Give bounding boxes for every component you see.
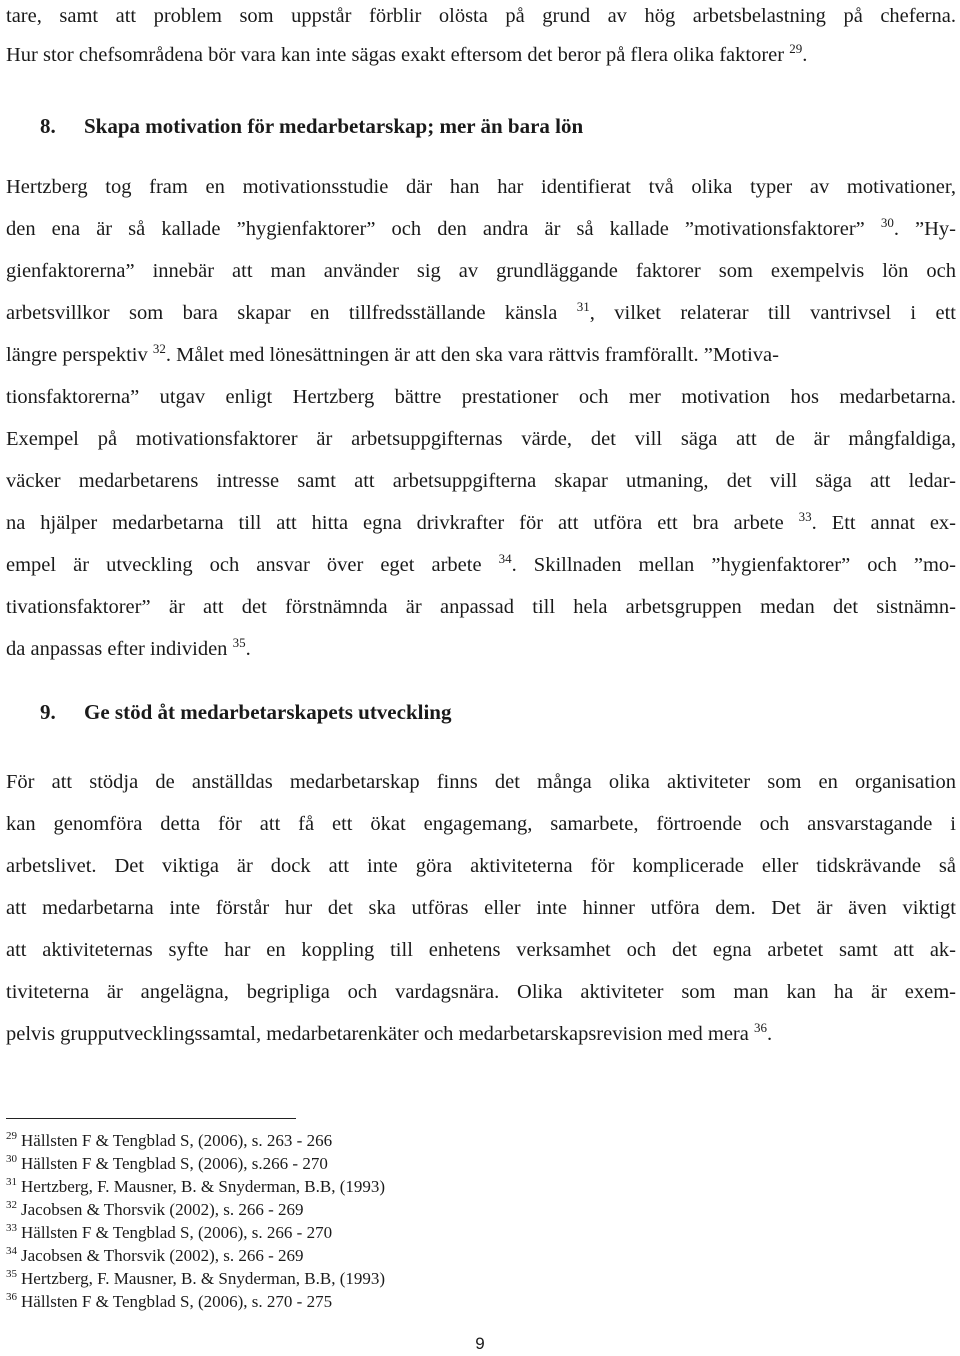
paragraph-line: att aktiviteternas syfte har en koppling till enhetens verksamhet och det egna arbetet samt att ak- [6,939,956,961]
paragraph-line: pelvis grupputvecklingssamtal, medarbetarenkäter och medarbetarskapsrevision med mera $^{36}$. [6,1020,773,1045]
paragraph-line: arbetslivet. Det viktiga är dock att inte göra aktiviteterna för komplicerade eller tidskrävande så [6,855,956,877]
footnote: $^{35}$ Hertzberg, F. Mausner, B. & Snyderman, B.B, (1993) [6,1268,386,1288]
footnote-ref: 30 [880,215,894,230]
footnote-ref: 36 [753,1020,767,1035]
paragraph-line: tiviteterna är angelägna, begripliga och vardagsnära. Olika aktiviteter som man kan ha är exem- [6,981,956,1003]
paragraph-line: Exempel på motivationsfaktorer är arbetsuppgifternas värde, det vill säga att de är mångfaldiga, [6,428,956,450]
paragraph-line: väcker medarbetarens intresse samt att arbetsuppgifterna skapar utmaning, det vill säga att ledar- [6,470,956,492]
section-heading-8: 8. Skapa motivation för medarbetarskap; mer än bara lön [40,114,584,138]
page-number: 9 [475,1334,485,1353]
paragraph-line: Hur stor chefsområdena bör vara kan inte sägas exakt eftersom det beror på flera olika faktorer $^{29}$. [6,41,808,66]
footnote: $^{34}$ Jacobsen & Thorsvik (2002), s. 266 - 269 [6,1245,304,1265]
paragraph-line: den ena är så kallade ”hygienfaktorer” och den andra är så kallade ”motivationsfaktorer” $^{30}$. ”Hy- [6,215,957,240]
paragraph-line: För att stödja de anställdas medarbetarskap finns det många olika aktiviteter som en organisation [6,771,956,793]
paragraph-line: kan genomföra detta för att få ett ökat engagemang, samarbete, förtroende och ansvarstagande i [6,813,956,835]
paragraph-line: längre perspektiv $^{32}$. Målet med lönesättningen är att den ska vara rättvis framförallt. ”Motiva- [6,341,779,366]
footnote-ref: 29 [789,41,803,56]
footnote: $^{29}$ Hällsten F & Tengblad S, (2006), s. 263 - 266 [6,1130,333,1150]
paragraph-line: tivationsfaktorer” är att det förstnämnda är anpassad till hela arbetsgruppen medan det sistnämn- [6,596,956,618]
paragraph-line: tare, samt att problem som uppstår förblir olösta på grund av hög arbetsbelastning på cheferna. [6,5,956,27]
footnote-separator [6,1118,296,1119]
footnote-ref: 31 [576,299,590,314]
footnote: $^{33}$ Hällsten F & Tengblad S, (2006), s. 266 - 270 [6,1222,333,1242]
paragraph-line: att medarbetarna inte förstår hur det ska utföras eller inte hinner utföra dem. Det är även viktigt [6,897,956,919]
paragraph-line: Hertzberg tog fram en motivationsstudie där han har identifierat två olika typer av motivationer, [6,176,956,198]
footnote-ref: 33 [798,509,812,524]
paragraph-line: tionsfaktorerna” utgav enligt Hertzberg bättre prestationer och mer motivation hos medarbetarna. [6,386,956,408]
footnote: $^{31}$ Hertzberg, F. Mausner, B. & Snyderman, B.B, (1993) [6,1176,386,1196]
paragraph-line: empel är utveckling och ansvar över eget arbete $^{34}$. Skillnaden mellan ”hygienfaktorer” och ”mo- [6,551,957,576]
section-heading-9: 9. Ge stöd åt medarbetarskapets utveckling [40,700,452,724]
footnote-ref: 32 [152,341,166,356]
footnote-ref: 34 [498,551,512,566]
footnote: $^{36}$ Hällsten F & Tengblad S, (2006), s. 270 - 275 [6,1291,333,1311]
footnote-ref: 35 [232,635,246,650]
paragraph-line: na hjälper medarbetarna till att hitta egna drivkrafter för att utföra ett bra arbete $^{33}$. Ett annat ex- [6,509,957,534]
footnote: $^{32}$ Jacobsen & Thorsvik (2002), s. 266 - 269 [6,1199,304,1219]
paragraph-line: da anpassas efter individen $^{35}$. [6,635,251,660]
footnote: $^{30}$ Hällsten F & Tengblad S, (2006), s.266 - 270 [6,1153,328,1173]
paragraph-line: gienfaktorerna” innebär att man använder sig av grundläggande faktorer som exempelvis lön och [6,260,956,282]
paragraph-line: arbetsvillkor som bara skapar en tillfredsställande känsla $^{31}$, vilket relaterar till vantrivsel i ett [6,299,957,324]
